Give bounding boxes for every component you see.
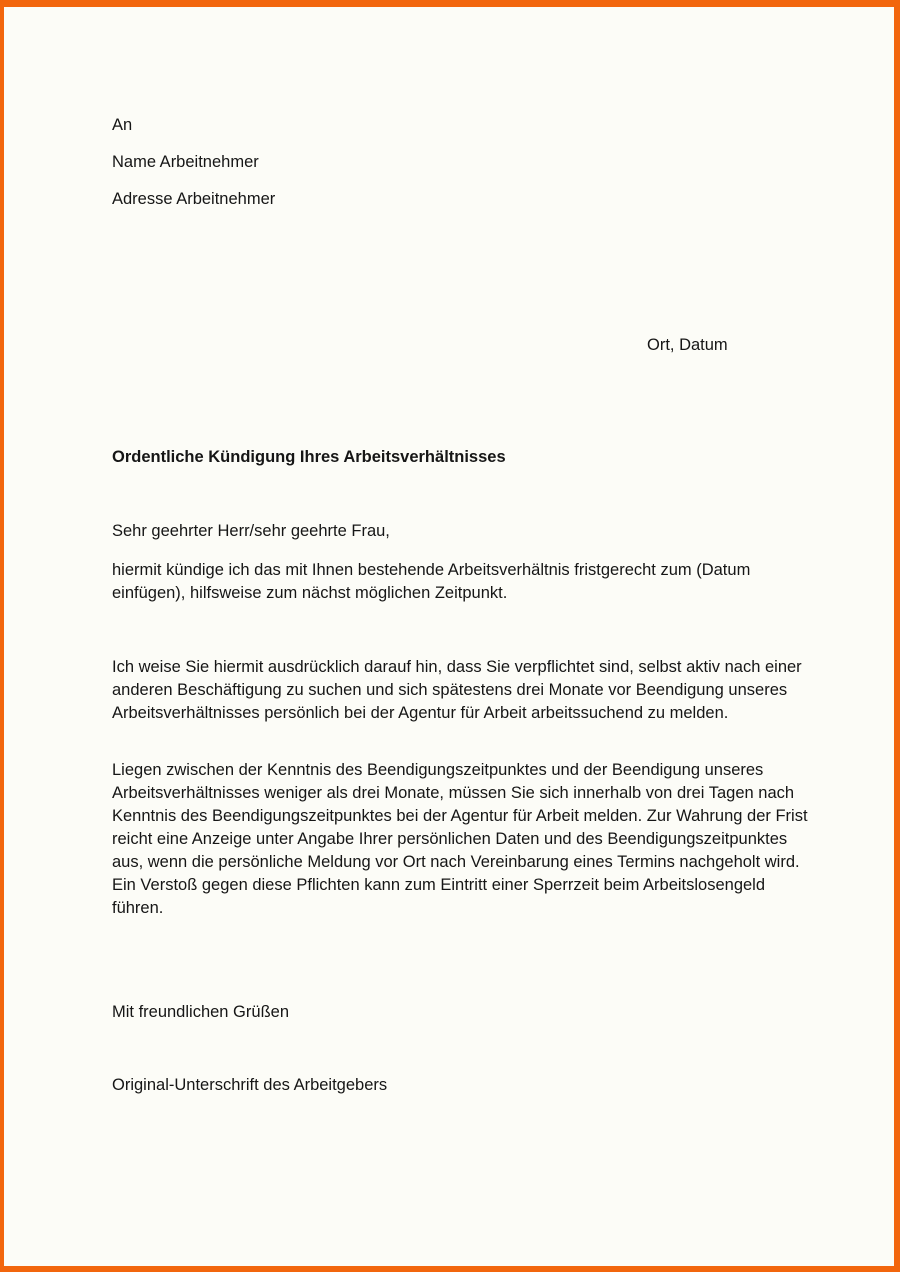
closing-phrase: Mit freundlichen Grüßen	[112, 1003, 289, 1021]
recipient-name: Name Arbeitnehmer	[112, 153, 259, 171]
salutation: Sehr geehrter Herr/sehr geehrte Frau,	[112, 522, 390, 540]
recipient-prefix: An	[112, 116, 133, 134]
signature-line: Original-Unterschrift des Arbeitgebers	[112, 1076, 388, 1094]
body-paragraph-3: Liegen zwischen der Kenntnis des Beendigungszeitpunktes und der Beendigung unseres Arbeitsverhältnisses weniger als drei Monate, müssen Sie sich innerhalb von drei Tagen nach Kenntnis des Beendigungszeitpunktes bei der Agentur für Arbeit melden. Zur Wahrung der Frist reicht eine Anzeige unter Angabe Ihrer persönlichen Daten und des Beendigungszeitpunktes aus, wenn die persönliche Meldung vor Ort nach Vereinbarung eines Termins nachgeholt wird. Ein Verstoß gegen diese Pflichten kann zum Eintritt einer Sperrzeit beim Arbeitslosengeld führen.	[112, 761, 808, 917]
recipient-address: Adresse Arbeitnehmer	[112, 190, 276, 208]
body-paragraph-2: Ich weise Sie hiermit ausdrücklich darauf hin, dass Sie verpflichtet sind, selbst aktiv nach einer anderen Beschäftigung zu suchen und sich spätestens drei Monate vor Beendigung unseres Arbeitsverhältnisses persönlich bei der Agentur für Arbeit arbeitssuchend zu melden.	[112, 658, 802, 722]
place-date-line: Ort, Datum	[647, 336, 728, 354]
body-paragraph-1: hiermit kündige ich das mit Ihnen bestehende Arbeitsverhältnis fristgerecht zum (Datum einfügen), hilfsweise zum nächst möglichen Zeitpunkt.	[112, 561, 751, 602]
subject-line: Ordentliche Kündigung Ihres Arbeitsverhältnisses	[112, 448, 506, 466]
